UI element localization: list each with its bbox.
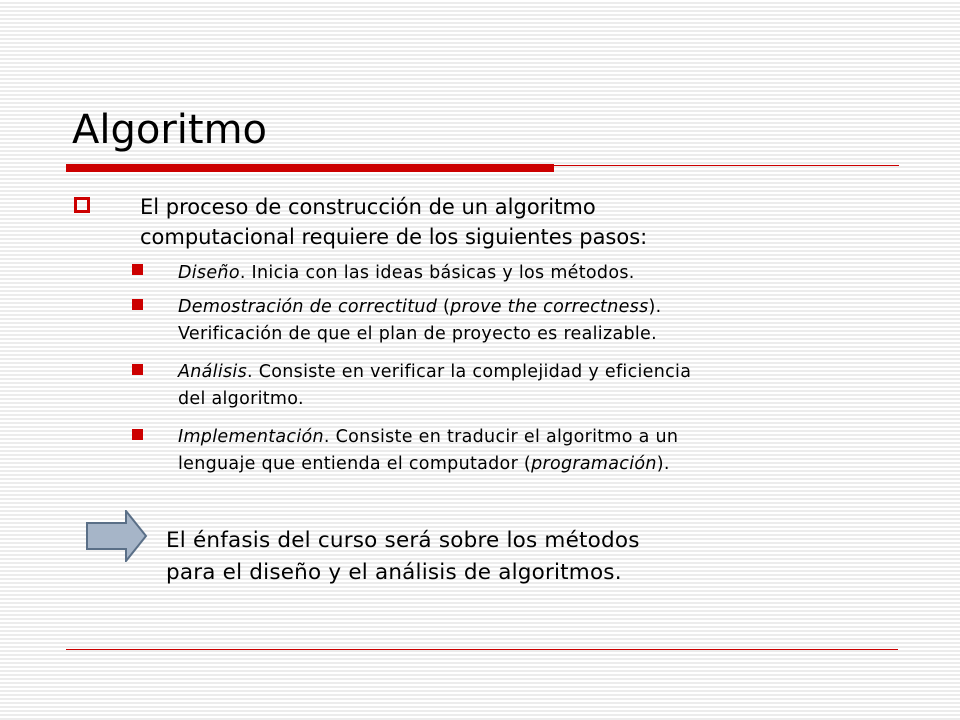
title-underline-thick <box>66 164 554 172</box>
step-correctness-paren-open: ( <box>437 297 451 317</box>
step-correctness-term: Demostración de correctitud <box>178 297 438 317</box>
course-emphasis <box>166 525 806 589</box>
filled-square-icon <box>132 429 143 440</box>
step-implementation <box>178 424 878 478</box>
step-correctness-desc: Verificación de que el plan de proyecto es realizable. <box>178 324 657 344</box>
footer-rule <box>66 649 898 650</box>
course-emphasis-line2: para el diseño y el análisis de algoritmos. <box>166 560 622 585</box>
step-analysis <box>178 359 878 413</box>
main-bullet-line2: computacional requiere de los siguientes pasos: <box>140 225 648 249</box>
course-emphasis-line1: El énfasis del curso será sobre los métodos <box>166 528 640 553</box>
step-design-desc: . Inicia con las ideas básicas y los métodos. <box>239 263 635 283</box>
step-analysis-term: Análisis <box>178 362 248 382</box>
hollow-square-icon <box>74 197 90 213</box>
step-implementation-line2-post: ). <box>656 454 670 474</box>
step-implementation-term: Implementación <box>178 427 324 447</box>
step-correctness <box>178 294 878 348</box>
slide-title: Algoritmo <box>72 107 268 153</box>
right-arrow-icon <box>86 510 148 562</box>
step-implementation-line2-pre: lenguaje que entienda el computador ( <box>178 454 532 474</box>
main-bullet-text <box>140 192 900 252</box>
step-analysis-desc: . Consiste en verificar la complejidad y eficiencia <box>247 362 692 382</box>
step-design-term: Diseño <box>178 263 240 283</box>
step-implementation-line2-em: programación <box>531 454 657 474</box>
filled-square-icon <box>132 299 143 310</box>
step-implementation-desc: . Consiste en traducir el algoritmo a un <box>323 427 679 447</box>
main-bullet-line1: El proceso de construcción de un algoritmo <box>140 195 596 219</box>
title-underline-thin <box>554 165 899 166</box>
filled-square-icon <box>132 364 143 375</box>
step-correctness-term-en: prove the correctness <box>450 297 649 317</box>
step-correctness-paren-close: ). <box>648 297 662 317</box>
step-design <box>178 260 878 287</box>
filled-square-icon <box>132 264 143 275</box>
step-analysis-desc-line2: del algoritmo. <box>178 389 304 409</box>
